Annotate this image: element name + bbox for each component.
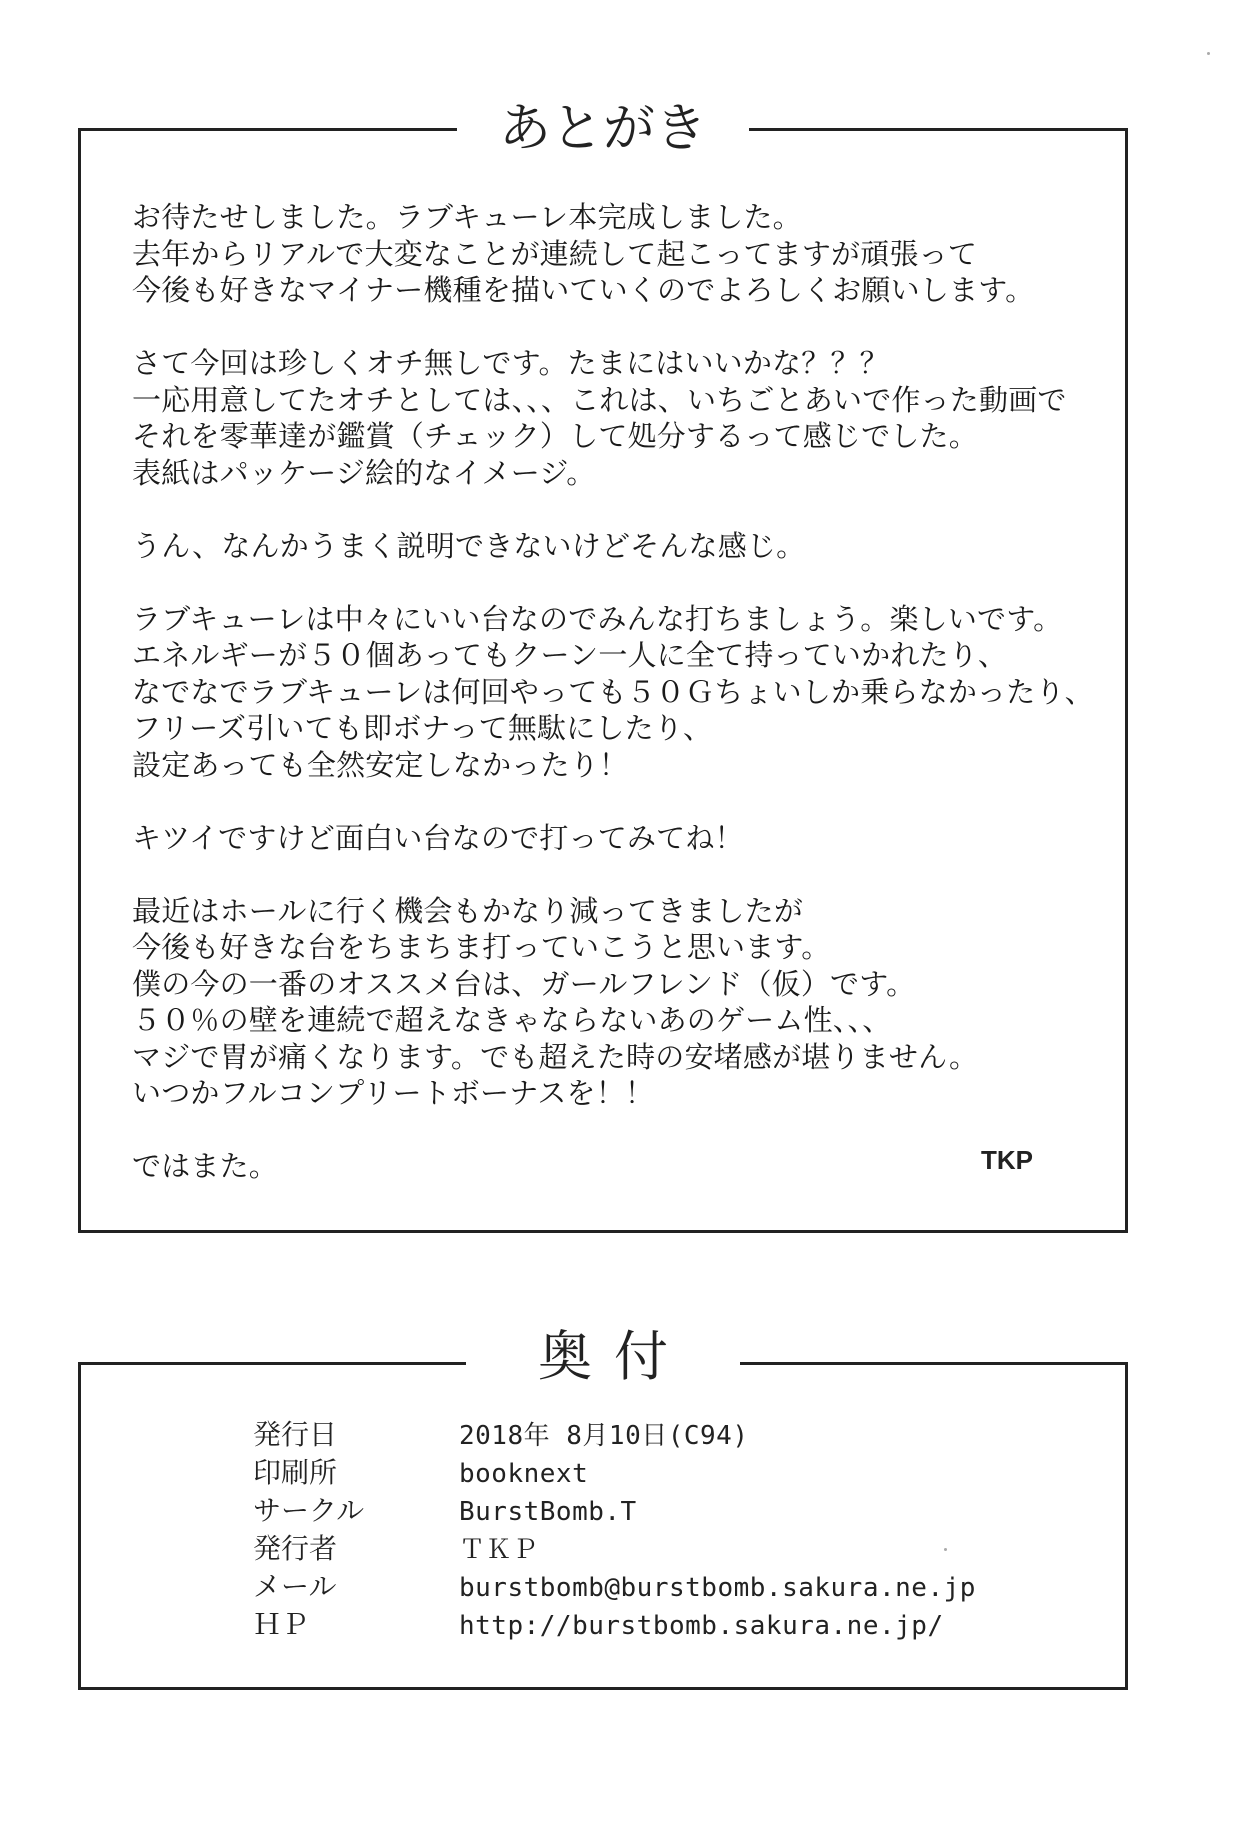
afterword-blank-line — [132, 1112, 1112, 1149]
colophon-value: booknext — [459, 1459, 589, 1489]
afterword-line: 今後も好きな台をちまちま打っていこうと思います。 — [132, 930, 831, 964]
afterword-line: 表紙はパッケージ絵的なイメージ。 — [132, 455, 596, 490]
afterword-line: キツイですけど面白い台なので打ってみてね！ — [132, 820, 744, 855]
colophon-box — [78, 1325, 1128, 1690]
colophon-row-publisher — [253, 1527, 976, 1565]
afterword-line: ５０％の壁を連続で超えなきゃならないあのゲーム性、、、 — [132, 1003, 892, 1037]
afterword-body — [132, 199, 1112, 1185]
afterword-line: 一応用意してたオチとしては、、、これは、いちごとあいで作った動画で — [132, 382, 1067, 417]
afterword-line: 去年からリアルで大変なことが連続して起こってますが頑張って — [132, 236, 978, 271]
colophon-label: メール — [253, 1570, 337, 1603]
colophon-label: ＨＰ — [253, 1608, 310, 1641]
colophon-label: サークル — [253, 1494, 365, 1527]
afterword-blank-line — [132, 564, 1112, 601]
afterword-line: 設定あっても全然安定しなかったり！ — [132, 747, 629, 782]
colophon-value: BurstBomb.T — [459, 1497, 637, 1527]
colophon-title: 奥付 — [466, 1327, 740, 1387]
colophon-table — [253, 1413, 976, 1641]
scan-speck — [1207, 52, 1210, 55]
afterword-line: 僕の今の一番のオススメ台は、ガールフレンド（仮）です。 — [132, 966, 916, 1001]
afterword-line: それを零華達が鑑賞（チェック）して処分するって感じでした。 — [132, 419, 978, 453]
afterword-line: お待たせしました。ラブキューレ本完成しました。 — [132, 200, 802, 234]
afterword-line: 最近はホールに行く機会もかなり減ってきましたが — [132, 893, 804, 928]
afterword-line: フリーズ引いても即ボナって無駄にしたり、 — [132, 711, 713, 745]
colophon-label: 発行日 — [253, 1418, 338, 1451]
colophon-value: ＴＫＰ — [459, 1535, 539, 1565]
colophon-value: 2018年 8月10日(C94) — [459, 1421, 749, 1451]
colophon-value: burstbomb@burstbomb.sakura.ne.jp — [459, 1573, 976, 1603]
afterword-blank-line — [132, 856, 1112, 893]
afterword-line: 今後も好きなマイナー機種を描いていくのでよろしくお願いします。 — [132, 273, 1035, 307]
afterword-box — [78, 99, 1128, 1233]
colophon-row-circle — [253, 1489, 976, 1527]
colophon-value: http://burstbomb.sakura.ne.jp/ — [459, 1611, 944, 1641]
afterword-line: さて今回は珍しくオチ無しです。たまにはいいかな？？？ — [132, 346, 889, 380]
afterword-line: なでなでラブキューレは何回やっても５０Ｇちょいしか乗らなかったり、 — [132, 674, 1094, 709]
colophon-row-printer — [253, 1451, 976, 1489]
author-signature: TKP — [981, 1145, 1033, 1175]
afterword-line: うん、なんかうまく説明できないけどそんな感じ。 — [132, 528, 806, 563]
afterword-line: いつかフルコンプリートボーナスを！！ — [132, 1076, 655, 1110]
afterword-line: エネルギーが５０個あってもクーン一人に全て持っていかれたり、 — [132, 638, 1008, 672]
colophon-row-publish-date — [253, 1413, 976, 1451]
afterword-blank-line — [132, 491, 1112, 528]
afterword-blank-line — [132, 783, 1112, 820]
colophon-label: 発行者 — [253, 1532, 338, 1565]
colophon-row-homepage — [253, 1603, 976, 1641]
afterword-blank-line — [132, 309, 1112, 346]
afterword-title: あとがき — [457, 99, 749, 159]
colophon-row-email — [253, 1565, 976, 1603]
afterword-line: ではまた。 — [132, 1149, 279, 1183]
afterword-line: マジで胃が痛くなります。でも超えた時の安堵感が堪りません。 — [132, 1039, 979, 1074]
colophon-label: 印刷所 — [253, 1456, 338, 1489]
scan-speck — [944, 1548, 947, 1551]
afterword-line: ラブキューレは中々にいい台なのでみんな打ちましょう。楽しいです。 — [132, 601, 1063, 636]
